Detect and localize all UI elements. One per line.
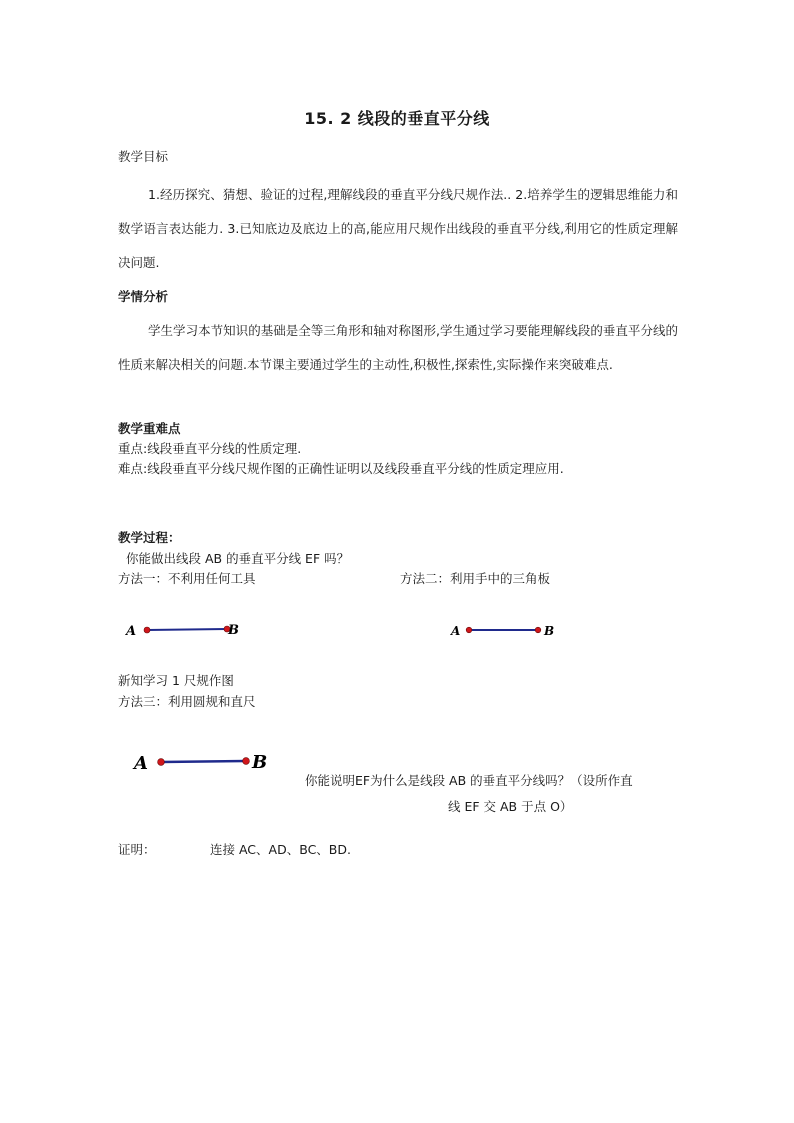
page-title: 15. 2 线段的垂直平分线 <box>304 109 490 128</box>
analysis-heading: 学情分析 <box>118 289 169 304</box>
process-question: 你能做出线段 AB 的垂直平分线 EF 吗？ <box>126 551 350 566</box>
proof-label: 证明： <box>118 842 156 857</box>
segment-line <box>161 761 246 762</box>
key-points-heading: 教学重难点 <box>118 421 181 436</box>
point-a <box>144 627 150 633</box>
goals-heading: 教学目标 <box>118 149 169 164</box>
segment-ab-method2 <box>445 618 565 642</box>
explain-question-line1: 你能说明EF为什么是线段 AB 的垂直平分线吗？（设所作直 <box>305 773 633 788</box>
label-b: B <box>544 624 555 638</box>
method1-label: 方法一：不利用任何工具 <box>118 571 256 586</box>
analysis-paragraph <box>118 314 678 382</box>
label-a: A <box>451 624 461 638</box>
explain-question-line2: 线 EF 交 AB 于点 O） <box>448 799 573 814</box>
method3-label: 方法三：利用圆规和直尺 <box>118 694 256 709</box>
process-heading: 教学过程： <box>118 530 181 545</box>
difficulty-text: 难点:线段垂直平分线尺规作图的正确性证明以及线段垂直平分线的性质定理应用. <box>118 461 564 476</box>
analysis-text: 学生学习本节知识的基础是全等三角形和轴对称图形,学生通过学习要能理解线段的垂直平分线的性质来解决相关的问题.本节课主要通过学生的主动性,积极性,探索性,实际操作来突破难点. <box>118 323 678 372</box>
key-point-text: 重点:线段垂直平分线的性质定理. <box>118 441 302 456</box>
goals-text: 1.经历探究、猜想、验证的过程,理解线段的垂直平分线尺规作法.. 2.培养学生的逻辑思维能力和数学语言表达能力. 3.已知底边及底边上的高,能应用尺规作出线段的垂直平分线,利用它的性质定理解决问题. <box>118 187 678 270</box>
segment-line <box>147 629 227 630</box>
new-knowledge-label: 新知学习 1 尺规作图 <box>118 673 234 688</box>
label-a: A <box>126 624 137 639</box>
point-a <box>466 627 472 633</box>
label-b: B <box>228 623 239 638</box>
method2-label: 方法二：利用手中的三角板 <box>400 571 551 586</box>
label-b: B <box>252 752 268 773</box>
proof-text: 连接 AC、AD、BC、BD. <box>210 842 351 857</box>
segment-ab-method1 <box>120 616 250 642</box>
label-a: A <box>134 753 148 774</box>
point-b <box>535 627 541 633</box>
goals-paragraph <box>118 178 678 280</box>
segment-ab-method3 <box>128 748 278 778</box>
point-a <box>158 759 165 766</box>
point-b <box>243 758 250 765</box>
